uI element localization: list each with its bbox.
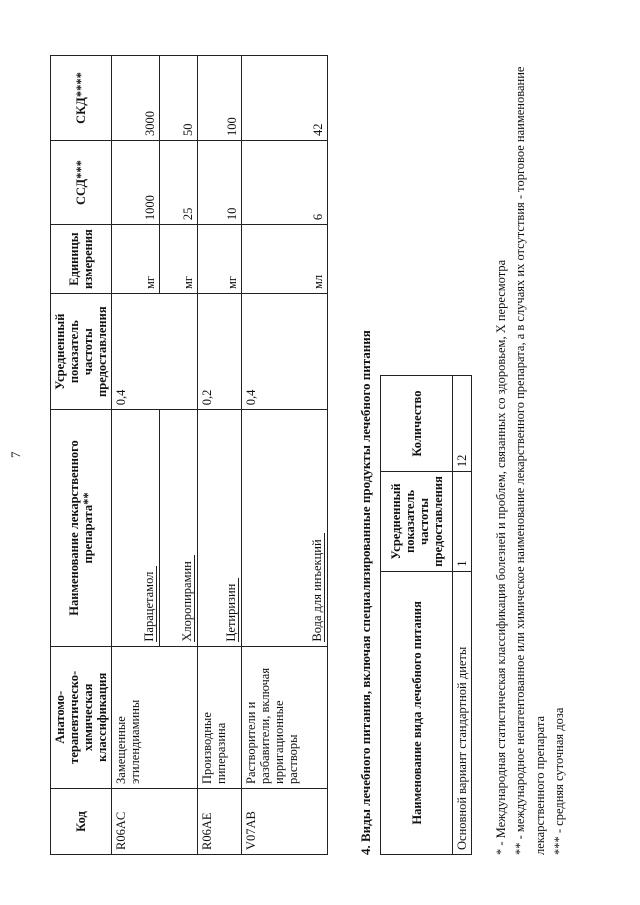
header-nutrition-frequency: Усредненный показатель частоты предоставления [381, 472, 453, 572]
drug-name: Парацетамол [142, 566, 157, 642]
drug-name: Хлоропирамин [180, 555, 195, 641]
footnote: *** - средняя суточная доза [552, 707, 567, 855]
ssd-cell: 1000 [112, 141, 160, 225]
table-row [453, 376, 472, 855]
table-row [112, 56, 160, 855]
skd-cell: 3000 [112, 56, 160, 141]
header-quantity: Количество [381, 376, 453, 472]
nutrition-table [380, 375, 472, 855]
ssd-cell: 6 [242, 141, 328, 225]
drug-cell [160, 410, 198, 646]
unit-cell: мг [198, 225, 242, 294]
nutrition-table-header [381, 376, 453, 855]
header-nutrition-name: Наименование вида лечебного питания [381, 571, 453, 854]
table-row [198, 56, 242, 855]
ssd-cell: 10 [198, 141, 242, 225]
drug-cell [112, 410, 160, 646]
header-ssd: ССД*** [51, 141, 112, 225]
frequency-cell: 0,4 [112, 294, 198, 410]
unit-cell: мг [112, 225, 160, 294]
atc-cell: Производные пиперазина [198, 646, 242, 788]
ssd-cell: 25 [160, 141, 198, 225]
drug-cell [242, 410, 328, 646]
nutrition-name-cell: Основной вариант стандартной диеты [453, 571, 472, 854]
unit-cell: мг [160, 225, 198, 294]
nutrition-frequency-cell: 1 [453, 472, 472, 572]
drug-name: Вода для инъекций [310, 533, 325, 641]
page-number: 7 [8, 451, 23, 458]
footnotes [492, 55, 570, 855]
table-row [242, 56, 328, 855]
drug-cell [198, 410, 242, 646]
header-frequency: Усредненный показатель частоты предоставления [51, 294, 112, 410]
frequency-cell: 0,4 [242, 294, 328, 410]
frequency-cell: 0,2 [198, 294, 242, 410]
footnote: ** - международное непатентованное или химическое наименование лекарственного препарата, а в случаях их отсутствия - торговое наименование лекарственного препарата [513, 66, 547, 855]
atc-cell: Замещенные этилендиамины [112, 646, 198, 788]
skd-cell: 42 [242, 56, 328, 141]
skd-cell: 100 [198, 56, 242, 141]
unit-cell: мл [242, 225, 328, 294]
atc-cell: Растворители и разбавители, включая ирригационные растворы [242, 646, 328, 788]
drug-name: Цетиризин [224, 578, 239, 642]
code-cell: R06AC [112, 788, 198, 854]
skd-cell: 50 [160, 56, 198, 141]
code-cell: V07AB [242, 788, 328, 854]
code-cell: R06AE [198, 788, 242, 854]
header-units: Единицы измерения [51, 225, 112, 294]
drug-table [50, 55, 328, 855]
quantity-cell: 12 [453, 376, 472, 472]
header-atc: Анатомо-терапевтическо-химическая классификация [51, 646, 112, 788]
footnote: * - Международная статистическая классификация болезней и проблем, связанных со здоровьем, X пересмотра [494, 259, 508, 855]
header-skd: СКД**** [51, 56, 112, 141]
header-drug-name: Наименование лекарственного препарата** [51, 410, 112, 646]
header-code: Код [51, 788, 112, 854]
section-4-title: 4. Виды лечебного питания, включая специализированные продукты лечебного питания [358, 330, 373, 855]
drug-table-header [51, 56, 112, 855]
